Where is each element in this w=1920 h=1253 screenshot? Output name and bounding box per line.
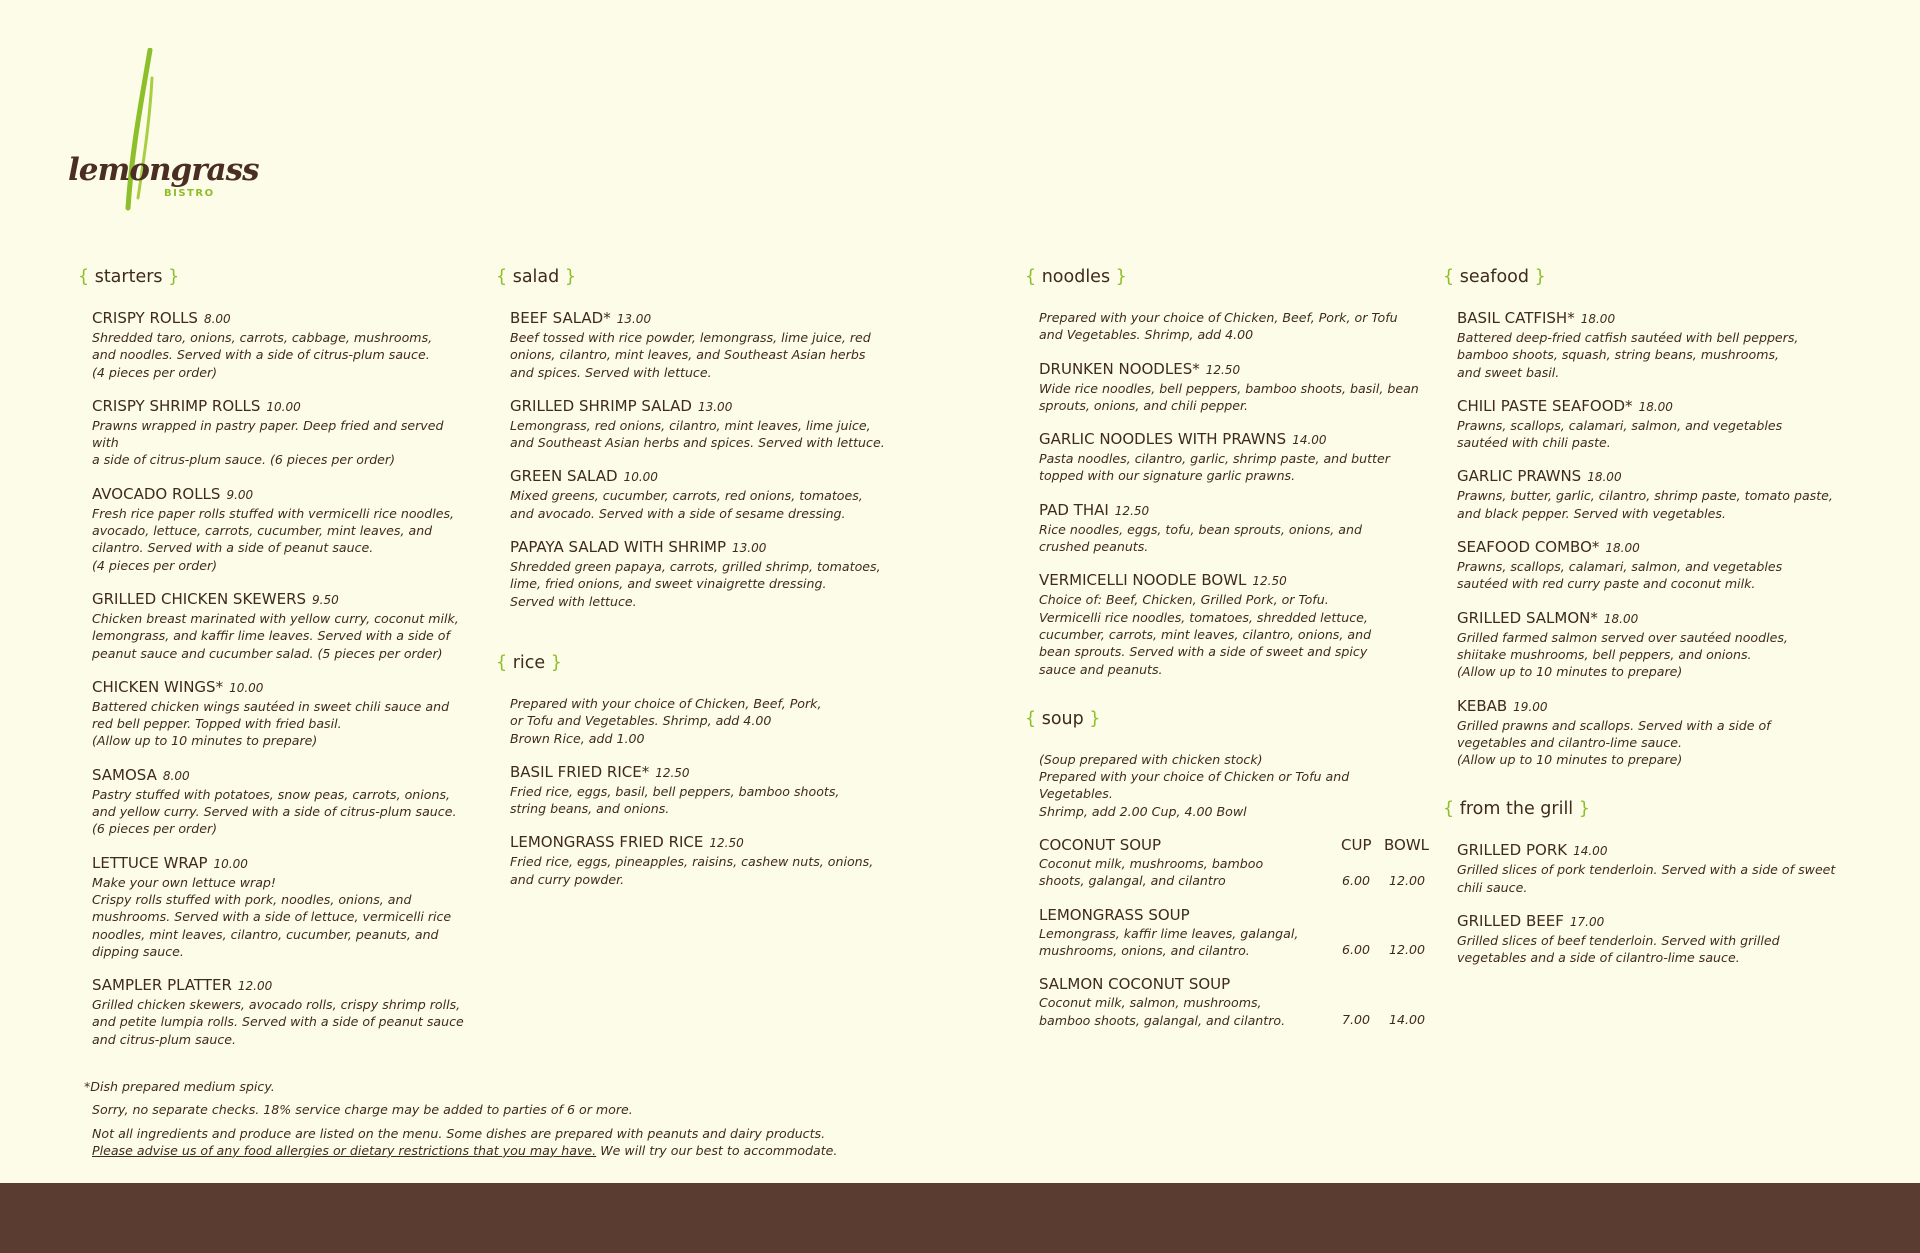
menu-item-description: Lemongrass, red onions, cilantro, mint leaves, lime juice, and Southeast Asian herbs and spices. Served with lettuce. [510,417,885,451]
menu-item [1457,309,1843,381]
menu-item-description: Grilled slices of pork tenderloin. Served with a side of sweet chili sauce. [1457,862,1836,895]
menu-item-header [510,538,896,557]
section-salad [496,266,896,610]
soup-bowl-price: 12.00 [1389,942,1426,958]
menu-item [1457,397,1843,452]
soup-intro: (Soup prepared with chicken stock) Prepared with your choice of Chicken or Tofu and Vegetables. Shrimp, add 2.00 Cup, 4.00 Bowl [1039,751,1350,819]
menu-item-description: Wide rice noodles, bell peppers, bamboo shoots, basil, bean sprouts, onions, and chili pepper. [1039,380,1419,413]
soup-item-name: COCONUT SOUP [1039,836,1162,855]
noodles-body [1025,309,1425,678]
menu-item-header [92,678,473,697]
menu-item-price: 13.00 [697,399,733,414]
menu-item-description: Shredded taro, onions, carrots, cabbage, mushrooms, and noodles. Served with a side of citrus-plum sauce. (4 pieces per order) [92,330,433,380]
menu-item-name: BASIL FRIED RICE* [510,762,650,781]
soup-item-name: LEMONGRASS SOUP [1039,905,1190,924]
menu-item-name: GRILLED SHRIMP SALAD [510,396,692,415]
menu-item [1457,912,1843,967]
section-title-soup: { soup } [1025,708,1101,729]
menu-item-header [510,397,896,416]
soup-item-name: SALMON COCONUT SOUP [1039,975,1231,994]
menu-item-description: Mixed greens, cucumber, carrots, red onions, tomatoes, and avocado. Served with a side of sesame dressing. [510,488,863,521]
section-title-salad: { salad } [496,267,576,287]
menu-item-header [92,976,473,995]
menu-item-header [1039,430,1425,449]
section-soup [1025,708,1430,1029]
menu-item-name: CHICKEN WINGS* [92,677,224,696]
menu-item-name: CRISPY SHRIMP ROLLS [92,396,261,415]
menu-item-header [92,397,473,416]
soup-cup-price: 7.00 [1342,1011,1371,1027]
logo [68,48,259,213]
menu-item-description: Grilled prawns and scallops. Served with a side of vegetables and cilantro-lime sauce. (Allow up to 10 minutes to prepare) [1457,717,1771,768]
menu-item [510,467,896,522]
soup-cup-price: 6.00 [1342,942,1371,958]
menu-item-header [1457,397,1843,416]
seafood-list [1443,309,1843,768]
menu-item [92,485,473,574]
menu-item [92,678,473,750]
menu-item-name: KEBAB [1457,696,1508,715]
menu-item [1039,360,1425,415]
menu-item-header [510,309,896,328]
soup-item-description: Coconut milk, salmon, mushrooms, bamboo shoots, galangal, and cilantro. [1039,995,1286,1028]
bottom-band [0,1183,1920,1253]
menu-item-name: SAMOSA [92,765,157,784]
menu-item-description: Make your own lettuce wrap! Crispy rolls stuffed with pork, noodles, onions, and mushrooms. Served with a side of lettuce, vermicelli rice noodles, mint leaves, cilantro, cucumber, peanuts, and dipping sauce. [92,874,452,959]
menu-item-description: Choice of: Beef, Chicken, Grilled Pork, or Tofu. Vermicelli rice noodles, tomatoes, shredded lettuce, cucumber, carrots, mint leaves, cilantro, onions, and bean sprouts. Served with a side of sweet and spicy sauce and peanuts. [1039,592,1372,677]
soup-body [1025,751,1430,1029]
menu-item [1039,430,1425,485]
menu-item-price: 18.00 [1605,541,1640,556]
soup-item-description: Lemongrass, kaffir lime leaves, galangal, mushrooms, onions, and cilantro. [1039,925,1299,958]
menu-item [92,590,473,662]
menu-item-header [1457,841,1843,860]
soup-bowl-header: BOWL [1384,836,1430,855]
menu-item-header [92,590,473,609]
column-noodles-soup [1025,266,1430,1059]
menu-item-price: 13.00 [732,541,767,556]
soup-item [1039,836,1430,890]
menu-item-header [1457,912,1843,931]
logo-wordmark: lemongrass [68,152,259,188]
footnote-ingredients: Not all ingredients and produce are listed on the menu. Some dishes are prepared with peanuts and dairy products. [92,1125,826,1141]
menu-item-description: Battered deep-fried catfish sautéed with bell peppers, bamboo shoots, squash, string beans, mushrooms, and sweet basil. [1457,330,1799,380]
menu-item-header [92,766,473,785]
footnotes [84,1078,904,1165]
menu-item-description: Prawns, butter, garlic, cilantro, shrimp paste, tomato paste, and black pepper. Served with vegetables. [1457,488,1833,521]
menu-item-description: Shredded green papaya, carrots, grilled shrimp, tomatoes, lime, fried onions, and sweet vinaigrette dressing. Served with lettuce. [510,559,881,609]
section-seafood [1443,266,1843,768]
menu-item-description: Fresh rice paper rolls stuffed with vermicelli rice noodles, avocado, lettuce, carrots, cucumber, mint leaves, and cilantro. Served with a side of peanut sauce. (4 pieces per order) [92,505,455,573]
soup-cup-header: CUP [1341,836,1372,855]
menu-item-price: 12.00 [237,979,273,994]
starters-list [78,309,473,1048]
menu-item-header [1457,609,1843,628]
menu-item-price: 10.00 [623,470,658,485]
logo-subtitle: BISTRO [164,188,215,199]
menu-item-description: Grilled farmed salmon served over sautéed noodles, shiitake mushrooms, bell peppers, and onions. (Allow up to 10 minutes to prepare) [1457,629,1788,680]
menu-item-name: PAD THAI [1039,500,1109,519]
noodles-intro: Prepared with your choice of Chicken, Beef, Pork, or Tofu and Vegetables. Shrimp, add 4.00 [1039,310,1398,343]
menu-item-description: Grilled chicken skewers, avocado rolls, crispy shrimp rolls, and petite lumpia rolls. Served with a side of peanut sauce and citrus-plum sauce. [92,997,464,1047]
menu-item [510,833,896,888]
menu-item-header [1457,467,1843,486]
menu-item-header [92,309,473,328]
menu-item [510,763,896,818]
soup-cup-price: 6.00 [1342,872,1371,888]
rice-list [510,763,896,888]
menu-item [1457,538,1843,593]
menu-item-description: Battered chicken wings sautéed in sweet chili sauce and red bell pepper. Topped with fried basil. (Allow up to 10 minutes to prepare) [92,698,450,749]
menu-item-price: 18.00 [1638,399,1673,414]
menu-item-price: 10.00 [266,399,301,414]
menu-item-description: Prawns, scallops, calamari, salmon, and vegetables sautéed with red curry paste and coconut milk. [1457,559,1783,592]
menu-item-price: 9.50 [312,592,339,607]
section-title-starters: { starters } [78,267,180,287]
menu-item [92,976,473,1048]
menu-item-price: 18.00 [1603,611,1639,626]
menu-item-description: Pastry stuffed with potatoes, snow peas, carrots, onions, and yellow curry. Served with a side of citrus-plum sauce. (6 pieces per order) [92,786,457,837]
menu-item-price: 12.50 [1252,574,1287,589]
menu-item-price: 8.00 [203,312,231,326]
soup-item-header [1039,906,1425,924]
menu-item-header [1039,501,1425,520]
menu-item-header [1039,571,1425,590]
section-title-rice: { rice } [496,652,562,673]
section-starters [78,266,473,1048]
rice-intro: Prepared with your choice of Chicken, Beef, Pork, or Tofu and Vegetables. Shrimp, add 4.00 Brown Rice, add 1.00 [510,695,822,746]
menu-item-name: GRILLED SALMON* [1457,608,1598,627]
soup-item-description: Coconut milk, mushrooms, bamboo shoots, galangal, and cilantro [1039,856,1264,889]
menu-item-price: 12.50 [1114,503,1150,518]
menu-item [1457,467,1843,522]
menu-item-price: 17.00 [1569,915,1605,930]
section-rice [496,652,896,888]
menu-item [92,766,473,838]
soup-item-header [1039,975,1425,993]
menu-item-price: 8.00 [162,768,190,783]
column-starters [78,266,473,1078]
menu-item [1457,697,1843,769]
menu-item [510,538,896,610]
menu-item-description: Pasta noodles, cilantro, garlic, shrimp paste, and butter topped with our signature garlic prawns. [1039,451,1390,484]
menu-item [1457,841,1843,896]
menu-item-header [510,467,896,486]
menu-item-name: CRISPY ROLLS [92,309,198,327]
menu-item-description: Rice noodles, eggs, tofu, bean sprouts, onions, and crushed peanuts. [1039,521,1362,555]
menu-item-description: Chicken breast marinated with yellow curry, coconut milk, lemongrass, and kaffir lime leaves. Served with a side of peanut sauce and cucumber salad. (5 pieces per order) [92,610,459,661]
menu-item [510,397,896,452]
grill-list [1443,841,1843,966]
column-seafood-grill [1443,266,1843,997]
menu-item [92,397,473,469]
menu-item-name: GREEN SALAD [510,467,618,486]
menu-item-name: PAPAYA SALAD WITH SHRIMP [510,538,726,557]
footnote-allergy [84,1142,904,1159]
menu-item-header [92,854,473,873]
menu-item-description: Grilled slices of beef tenderloin. Served with grilled vegetables and a side of cilantro-lime sauce. [1457,933,1780,966]
soup-item [1039,975,1425,1029]
menu-item-price: 13.00 [616,312,652,326]
menu-item-name: BASIL CATFISH* [1457,309,1575,327]
menu-item-name: LETTUCE WRAP [92,853,208,872]
menu-item-name: BEEF SALAD* [510,309,611,327]
menu-item-price: 12.50 [1205,362,1241,377]
menu-item-name: CHILI PASTE SEAFOOD* [1457,396,1633,415]
section-title-noodles: { noodles } [1025,267,1127,287]
menu-item-name: GARLIC PRAWNS [1457,467,1582,486]
menu-item-description: Fried rice, eggs, basil, bell peppers, bamboo shoots, string beans, and onions. [510,783,840,817]
menu-item-price: 14.00 [1573,844,1608,859]
menu-item-price: 18.00 [1580,312,1616,326]
menu-item-name: LEMONGRASS FRIED RICE [510,833,704,852]
menu-item-header [1457,538,1843,557]
menu-item-name: DRUNKEN NOODLES* [1039,359,1200,378]
section-title-seafood: { seafood } [1443,267,1546,287]
menu-item-name: GRILLED PORK [1457,841,1568,860]
soup-bowl-price: 12.00 [1389,872,1426,888]
soup-list [1039,836,1430,1029]
menu-item-name: VERMICELLI NOODLE BOWL [1039,571,1247,590]
menu-item-header [1039,360,1425,379]
menu-item-name: SAMPLER PLATTER [92,976,232,995]
noodles-list [1039,360,1425,678]
soup-item [1039,906,1425,960]
footnote-checks: Sorry, no separate checks. 18% service charge may be added to parties of 6 or more. [92,1102,633,1118]
section-noodles [1025,266,1425,678]
menu-item-description: Fried rice, eggs, pineapples, raisins, cashew nuts, onions, and curry powder. [510,854,874,887]
menu-item-price: 10.00 [213,856,248,871]
menu-item-header [92,485,473,504]
menu-item-price: 18.00 [1587,470,1622,485]
menu-item-name: GRILLED CHICKEN SKEWERS [92,589,307,608]
menu-item-price: 14.00 [1292,433,1327,448]
menu-item-price: 9.00 [226,487,254,502]
menu-item-header [510,763,896,782]
menu-item [1039,501,1425,556]
menu-item [92,854,473,960]
footnote-allergy-underlined: Please advise us of any food allergies or dietary restrictions that you may have. [92,1142,597,1158]
menu-item-price: 19.00 [1513,699,1548,714]
footnote-spicy: *Dish prepared medium spicy. [84,1079,275,1094]
menu-item [92,309,473,381]
footnote-accommodate: We will try our best to accommodate. [596,1142,838,1158]
menu-item-name: SEAFOOD COMBO* [1457,538,1600,557]
menu-item-name: GRILLED BEEF [1457,912,1564,931]
menu-item-name: AVOCADO ROLLS [92,484,221,503]
section-grill [1443,798,1843,966]
menu-item-header [510,833,896,852]
section-title-grill: { from the grill } [1443,799,1590,820]
menu-item-description: Beef tossed with rice powder, lemongrass, lime juice, red onions, cilantro, mint leaves, and Southeast Asian herbs and spices. Served with lettuce. [510,330,871,380]
menu-item [510,309,896,381]
menu-item [1457,609,1843,681]
menu-item-price: 12.50 [709,836,744,851]
column-salad-rice [496,266,896,918]
menu-item [1039,571,1425,677]
menu-item-price: 10.00 [229,680,264,695]
rice-body [496,695,896,888]
menu-item-header [1457,697,1843,716]
salad-list [496,309,896,610]
menu-item-description: Prawns, scallops, calamari, salmon, and vegetables sautéed with chili paste. [1457,417,1783,451]
menu-item-description: Prawns wrapped in pastry paper. Deep fried and served with a side of citrus-plum sauce. (6 pieces per order) [92,417,444,468]
soup-bowl-price: 14.00 [1389,1011,1426,1027]
menu-item-price: 12.50 [655,765,690,780]
menu-item-name: GARLIC NOODLES WITH PRAWNS [1039,430,1287,449]
menu-item-header [1457,309,1843,328]
soup-item-header [1039,836,1430,855]
